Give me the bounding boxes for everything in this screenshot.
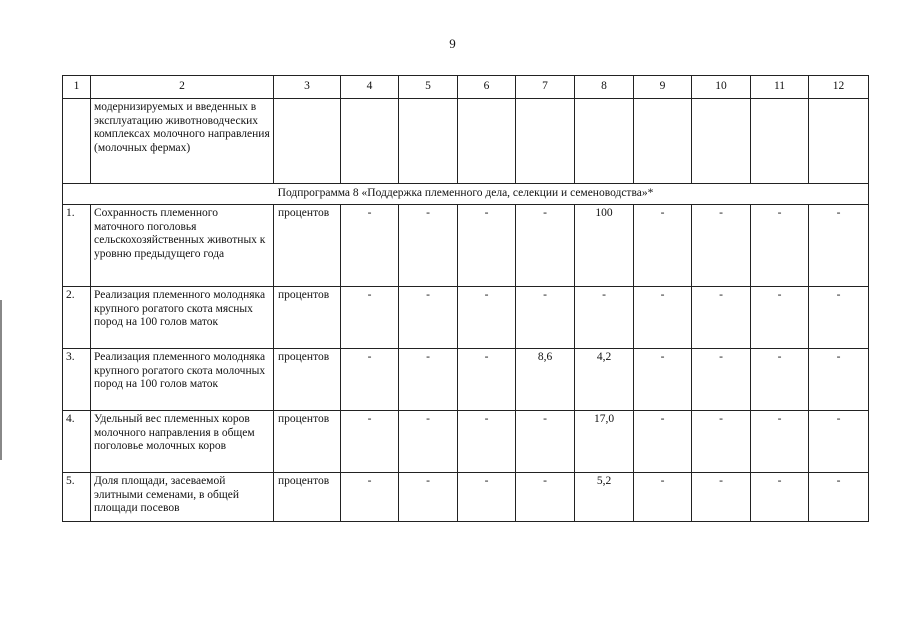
table-cell — [634, 99, 692, 184]
indicator-name: Удельный вес племенных коров молочного направления в общем поголовье молочных коров — [91, 411, 274, 473]
value-cell: - — [458, 473, 516, 522]
column-number-row — [63, 76, 869, 99]
value-cell: - — [458, 205, 516, 287]
column-number: 12 — [809, 76, 869, 99]
column-number: 3 — [274, 76, 341, 99]
value-cell: - — [399, 287, 458, 349]
value-cell: 5,2 — [575, 473, 634, 522]
indicator-name: Сохранность племенного маточного поголовья сельскохозяйственных животных к уровню предыдущего года — [91, 205, 274, 287]
unit-cell: процентов — [274, 349, 341, 411]
value-cell: - — [575, 287, 634, 349]
column-number: 8 — [575, 76, 634, 99]
row-number: 4. — [63, 411, 91, 473]
unit-cell: процентов — [274, 411, 341, 473]
row-number: 1. — [63, 205, 91, 287]
value-cell: - — [634, 287, 692, 349]
value-cell: - — [516, 411, 575, 473]
value-cell: - — [634, 205, 692, 287]
value-cell: - — [692, 411, 751, 473]
subprogram-title: Подпрограмма 8 «Поддержка племенного дела, селекции и семеноводства»* — [63, 184, 869, 205]
value-cell: - — [692, 205, 751, 287]
column-number: 11 — [751, 76, 809, 99]
table-cell — [692, 99, 751, 184]
value-cell: - — [516, 205, 575, 287]
unit-cell: процентов — [274, 473, 341, 522]
table-cell — [751, 99, 809, 184]
table-cell — [274, 99, 341, 184]
value-cell: - — [341, 205, 399, 287]
table-row — [63, 287, 869, 349]
column-number: 2 — [91, 76, 274, 99]
table-cell — [458, 99, 516, 184]
value-cell: - — [634, 349, 692, 411]
value-cell: - — [458, 349, 516, 411]
value-cell: - — [692, 287, 751, 349]
table-cell — [575, 99, 634, 184]
table-cell — [809, 99, 869, 184]
value-cell: - — [634, 473, 692, 522]
column-number: 4 — [341, 76, 399, 99]
value-cell: - — [809, 411, 869, 473]
value-cell: - — [751, 349, 809, 411]
table-row — [63, 205, 869, 287]
page-number: 9 — [449, 36, 456, 51]
column-number: 7 — [516, 76, 575, 99]
value-cell: - — [341, 411, 399, 473]
column-number: 1 — [63, 76, 91, 99]
indicator-name: Доля площади, засеваемой элитными семенами, в общей площади посевов — [91, 473, 274, 522]
table-cell — [399, 99, 458, 184]
value-cell: 8,6 — [516, 349, 575, 411]
table-row — [63, 411, 869, 473]
table-cell — [341, 99, 399, 184]
value-cell: - — [751, 205, 809, 287]
value-cell: - — [516, 473, 575, 522]
table-cell — [63, 99, 91, 184]
unit-cell: процентов — [274, 205, 341, 287]
value-cell: - — [516, 287, 575, 349]
value-cell: 4,2 — [575, 349, 634, 411]
row-number: 5. — [63, 473, 91, 522]
value-cell: 17,0 — [575, 411, 634, 473]
table-cell — [516, 99, 575, 184]
column-number: 5 — [399, 76, 458, 99]
column-number: 10 — [692, 76, 751, 99]
table-row — [63, 473, 869, 522]
row-number: 3. — [63, 349, 91, 411]
indicator-name: Реализация племенного молодняка крупного рогатого скота мясных пород на 100 голов маток — [91, 287, 274, 349]
column-number: 6 — [458, 76, 516, 99]
value-cell: - — [458, 411, 516, 473]
value-cell: - — [809, 205, 869, 287]
column-number: 9 — [634, 76, 692, 99]
value-cell: - — [341, 473, 399, 522]
continuation-row — [63, 99, 869, 184]
unit-cell: процентов — [274, 287, 341, 349]
value-cell: - — [692, 473, 751, 522]
value-cell: - — [341, 349, 399, 411]
indicator-name: Реализация племенного молодняка крупного рогатого скота молочных пород на 100 голов маток — [91, 349, 274, 411]
value-cell: 100 — [575, 205, 634, 287]
value-cell: - — [399, 411, 458, 473]
table-row — [63, 349, 869, 411]
value-cell: - — [751, 473, 809, 522]
continuation-text: модернизируемых и введенных в эксплуатацию животноводческих комплексах молочного направления (молочных фермах) — [91, 99, 274, 184]
value-cell: - — [692, 349, 751, 411]
value-cell: - — [399, 205, 458, 287]
value-cell: - — [809, 349, 869, 411]
value-cell: - — [751, 411, 809, 473]
subprogram-row — [63, 184, 869, 205]
value-cell: - — [634, 411, 692, 473]
row-number: 2. — [63, 287, 91, 349]
indicators-table — [62, 75, 869, 522]
value-cell: - — [751, 287, 809, 349]
value-cell: - — [458, 287, 516, 349]
scan-edge-mark — [0, 300, 2, 460]
value-cell: - — [809, 287, 869, 349]
value-cell: - — [399, 473, 458, 522]
value-cell: - — [809, 473, 869, 522]
value-cell: - — [399, 349, 458, 411]
value-cell: - — [341, 287, 399, 349]
